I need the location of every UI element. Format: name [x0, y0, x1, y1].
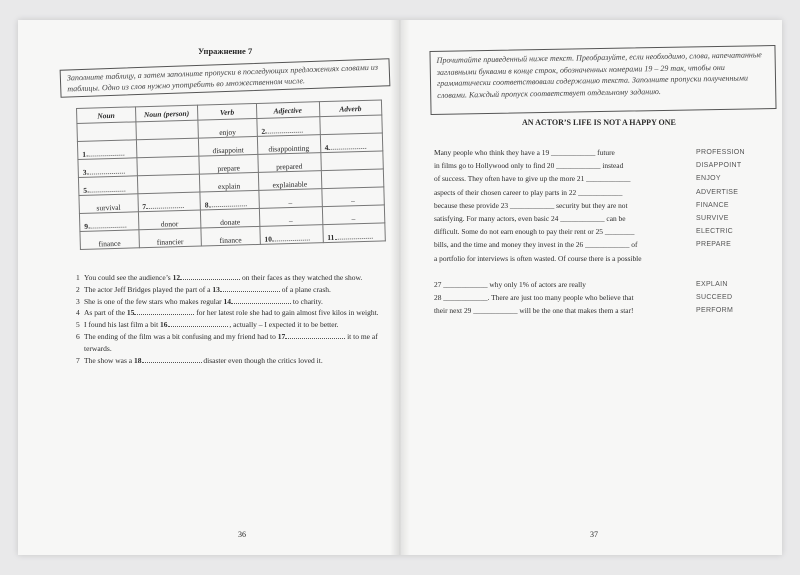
- sentence-text: disaster even though the critics loved it.: [203, 355, 323, 365]
- table-header: Adjective: [256, 102, 319, 119]
- line-gap: [434, 265, 778, 278]
- word: –: [350, 196, 355, 206]
- text-line: [434, 304, 778, 317]
- key-word: ENJOY: [696, 175, 721, 183]
- blank-number: 11: [327, 232, 335, 243]
- answer-blank[interactable]: [180, 272, 240, 280]
- table-cell: [198, 136, 257, 156]
- blank-number: 8: [204, 200, 209, 210]
- left-page: [18, 20, 398, 555]
- table-cell: [78, 158, 137, 178]
- word: –: [288, 215, 293, 226]
- sentence-text: She is one of the few stars who makes regular: [84, 296, 222, 306]
- line-text: of success. They often have to give up the more 21 ____________: [434, 174, 631, 184]
- table-cell: [200, 172, 259, 192]
- table-cell: [201, 226, 260, 246]
- word: finance: [98, 238, 121, 249]
- word: donor: [160, 219, 179, 229]
- instruction-box: Прочитайте приведенный ниже текст. Преобразуйте, если необходимо, слова, напечатанные заглавными буквами в конце строк, обозначенных номерами 19 – 29 так, чтобы они грамматически соответствовали содержанию текста. Заполните пропуски полученными словами. Каждый пропуск соответствует отдельному заданию.: [429, 45, 776, 115]
- answer-blank[interactable]: [334, 230, 372, 240]
- table-cell: [77, 122, 136, 142]
- key-word: FINANCE: [696, 201, 729, 209]
- line-text: bills, and the time and money they invest in the 26 ____________ of: [434, 240, 638, 250]
- word: disappoint: [212, 145, 244, 156]
- sentence: [76, 307, 386, 319]
- word: finance: [219, 235, 242, 246]
- table-cell: [321, 187, 384, 207]
- key-word: SURVIVE: [696, 214, 729, 222]
- sentence: [76, 331, 386, 343]
- sentence: [76, 319, 386, 331]
- line-text: 28 ____________. There are just too many people who believe that: [434, 292, 634, 302]
- key-word: EXPLAIN: [696, 280, 728, 288]
- word: –: [351, 214, 356, 224]
- answer-blank[interactable]: [87, 183, 125, 193]
- answer-blank[interactable]: [208, 197, 246, 207]
- text-line: [434, 146, 778, 159]
- text-line: [434, 199, 778, 212]
- sentence: [76, 343, 386, 355]
- answer-blank[interactable]: [88, 219, 126, 229]
- text-line: [434, 172, 778, 185]
- sentence-text: The show was a: [84, 355, 133, 365]
- answer-blank[interactable]: [220, 284, 280, 292]
- blank-number: 15: [126, 308, 135, 318]
- answer-blank[interactable]: [134, 307, 194, 315]
- table-cell: [137, 174, 200, 194]
- sentence-text: You could see the audience’s: [84, 273, 171, 282]
- line-text: aspects of their chosen career to play parts in 22 ____________: [434, 187, 623, 197]
- blank-number: 13: [212, 284, 220, 294]
- blank-number: 4: [324, 142, 329, 153]
- line-text: a portfolio for interviews is often wasted. Of course there is a possible: [434, 253, 642, 263]
- answer-blank[interactable]: [272, 232, 310, 242]
- key-word: PROFESSION: [696, 149, 745, 156]
- table-header: Verb: [198, 103, 257, 120]
- sentence-number: 6: [76, 331, 80, 341]
- line-text: their next 29 ____________ will be the one that makes them a star!: [434, 306, 634, 316]
- table-cell: [259, 189, 322, 209]
- sentence-number: 1: [76, 273, 80, 282]
- text-line: [434, 291, 778, 304]
- table-cell: [138, 228, 201, 248]
- line-text: satisfying. For many actors, even basic 24 ____________ can be: [434, 213, 626, 223]
- table-cell: [260, 225, 323, 245]
- right-page: [402, 20, 782, 555]
- blank-number: 1: [82, 149, 87, 159]
- sentences-list: [76, 272, 386, 366]
- key-word: DISAPPOINT: [696, 162, 742, 170]
- text-line: [434, 186, 778, 199]
- sentence-number: 5: [76, 320, 80, 330]
- answer-blank[interactable]: [265, 124, 303, 134]
- book-spread: [18, 20, 782, 555]
- answer-blank[interactable]: [142, 355, 202, 363]
- blank-number: 12: [172, 273, 181, 282]
- table-cell: [320, 133, 383, 153]
- page-number: 37: [590, 530, 598, 539]
- table-cell: [319, 115, 382, 135]
- key-word: ELECTRIC: [696, 228, 734, 236]
- sentence-number: 7: [76, 355, 80, 365]
- word: donate: [220, 217, 241, 228]
- table-cell: [78, 176, 137, 196]
- sentence-number: 3: [76, 296, 80, 306]
- sentence-text: The ending of the film was a bit confusing and my friend had to: [84, 331, 276, 341]
- sentence-text: terwards.: [84, 343, 112, 353]
- sentence-text: for her latest role she had to gain almost five kilos in weight.: [196, 308, 379, 318]
- word: explainable: [272, 179, 308, 190]
- table-cell: [320, 151, 383, 171]
- line-text: Many people who think they have a 19 ____________ future: [434, 148, 615, 157]
- table-cell: [257, 135, 320, 155]
- sentence-text: As part of the: [84, 308, 126, 318]
- table-cell: [80, 230, 139, 250]
- table-cell: [258, 171, 321, 191]
- word: explain: [217, 181, 241, 192]
- table-cell: [79, 194, 138, 214]
- table-cell: [258, 153, 321, 173]
- sentence: [76, 355, 386, 367]
- text-heading: AN ACTOR’S LIFE IS NOT A HAPPY ONE: [522, 118, 676, 127]
- blank-number: 14: [223, 296, 232, 306]
- instruction-box: Заполните таблицу, а затем заполните пропуски в последующих предложениях словами из таблицы. Одно из слов нужно употребить во множественном числе.: [60, 58, 391, 97]
- sentence-text: of a plane crash.: [281, 284, 331, 294]
- word: survival: [96, 202, 121, 213]
- key-word: SUCCEED: [696, 293, 733, 301]
- blank-number: 3: [82, 167, 87, 177]
- word: prepare: [217, 163, 240, 174]
- table-cell: [137, 192, 200, 212]
- sentence-number: 4: [76, 308, 80, 318]
- table-cell: [322, 223, 385, 243]
- table-cell: [138, 210, 201, 230]
- table-cell: [77, 140, 136, 160]
- line-text: in films go to Hollywood only to find 20 ____________ instead: [434, 161, 624, 171]
- sentence: [76, 272, 386, 284]
- table-cell: [201, 208, 260, 228]
- answer-blank[interactable]: [328, 140, 366, 150]
- sentence-text: it to me af: [347, 331, 378, 341]
- sentence-text: I found his last film a bit: [84, 320, 159, 330]
- answer-blank[interactable]: [168, 319, 228, 327]
- table-cell: [259, 207, 322, 227]
- exercise-title: Упражнение 7: [198, 46, 253, 56]
- word: financier: [156, 237, 184, 247]
- table-header: Noun (person): [135, 105, 198, 122]
- key-word: ADVERTISE: [696, 188, 739, 196]
- table-cell: [322, 205, 385, 225]
- text-line: [434, 252, 778, 265]
- table-cell: [257, 117, 320, 137]
- blank-number: 2: [261, 126, 266, 136]
- blank-number: 18: [134, 355, 142, 365]
- table-cell: [321, 169, 384, 189]
- word: prepared: [276, 161, 303, 172]
- blank-number: 5: [83, 185, 88, 195]
- answer-blank[interactable]: [231, 296, 291, 304]
- table-header: Noun: [77, 107, 136, 124]
- blank-number: 9: [84, 221, 89, 231]
- sentence-text: on their faces as they watched the show.: [241, 273, 363, 282]
- table-header: Adverb: [319, 100, 382, 117]
- table-cell: [79, 212, 138, 232]
- text-line: [434, 225, 778, 238]
- table-cell: [136, 156, 199, 176]
- story-text: [434, 146, 778, 317]
- sentence-number: 2: [76, 284, 80, 294]
- word: –: [288, 198, 293, 208]
- table-cell: [136, 138, 199, 158]
- word: disappointing: [268, 143, 310, 154]
- line-text: because these provide 23 ____________ security but they are not: [434, 200, 628, 210]
- answer-blank[interactable]: [146, 199, 184, 209]
- text-line: [434, 212, 778, 225]
- key-word: PERFORM: [696, 307, 734, 315]
- text-line: [434, 238, 778, 251]
- table-cell: [200, 190, 259, 210]
- text-line: [434, 278, 778, 291]
- sentence: [76, 296, 386, 308]
- blank-number: 17: [277, 331, 286, 341]
- answer-blank[interactable]: [86, 147, 124, 157]
- line-text: 27 ____________ why only 1% of actors are really: [434, 279, 586, 289]
- table-cell: [198, 118, 257, 138]
- sentence-text: , actually – I expected it to be better.: [229, 320, 339, 330]
- key-word: PREPARE: [696, 241, 732, 249]
- text-line: [434, 159, 778, 172]
- sentence-text: to charity.: [292, 296, 323, 306]
- sentence: [76, 284, 386, 296]
- blank-number: 16: [160, 320, 168, 330]
- page-number: 36: [238, 530, 246, 539]
- sentence-text: The actor Jeff Bridges played the part of a: [84, 284, 211, 294]
- word: enjoy: [219, 127, 237, 138]
- table-cell: [135, 120, 198, 140]
- line-text: difficult. Some do not earn enough to pay their rent or 25 ________: [434, 227, 635, 237]
- answer-blank[interactable]: [285, 331, 345, 339]
- word-formation-table: [76, 99, 386, 249]
- answer-blank[interactable]: [86, 165, 124, 175]
- blank-number: 10: [264, 234, 273, 244]
- table-cell: [199, 154, 258, 174]
- blank-number: 7: [142, 202, 147, 212]
